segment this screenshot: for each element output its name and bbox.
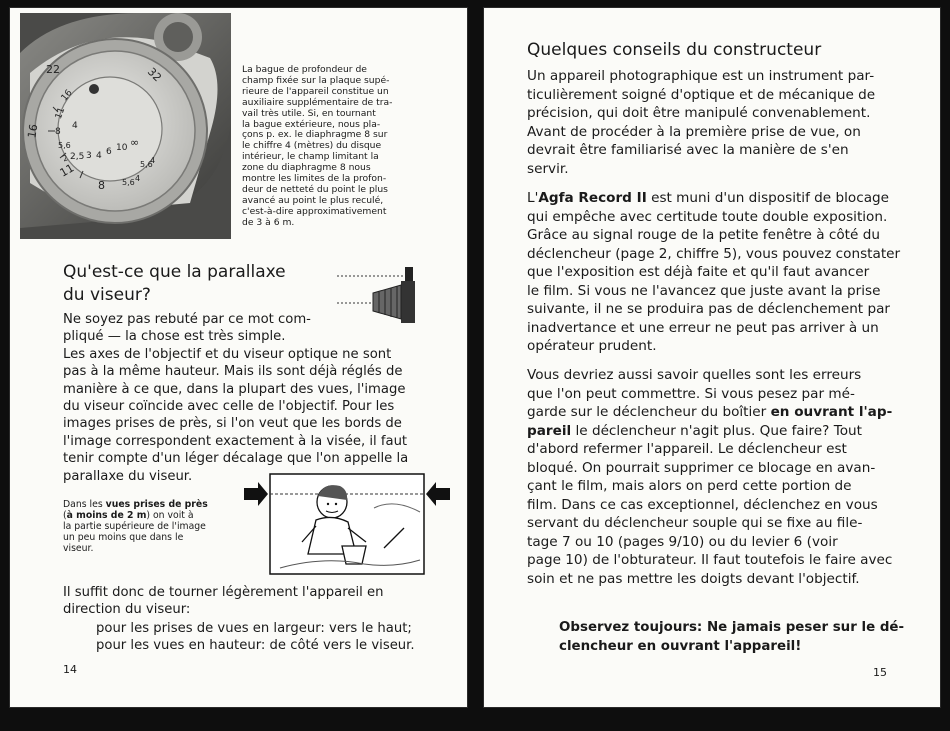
page-title: Quelques conseils du constructeur (527, 40, 822, 60)
body-line: servant du déclencheur souple qui se fixe au file- (527, 515, 863, 531)
body-line: pareil le déclencheur n'agit plus. Que faire? Tout (527, 422, 862, 439)
body-line: Les axes de l'objectif et du viseur optique ne sont (63, 346, 392, 362)
body-line: Vous devriez aussi savoir quelles sont les erreurs (527, 367, 862, 383)
dial-number: 6 (106, 147, 112, 157)
dial-number: 8 (98, 179, 105, 192)
caption-line: zone du diaphragme 8 nous (242, 162, 371, 174)
errors-paragraph (527, 366, 893, 588)
page-number: 14 (63, 663, 77, 676)
note-line: (à moins de 2 m) on voit à (63, 510, 194, 521)
body-line: bloqué. On pourrait supprimer ce blocage en avan- (527, 459, 876, 476)
body-line: film. Dans ce cas exceptionnel, déclenchez en vous (527, 496, 878, 513)
photo-caption (242, 65, 426, 229)
body-line: que l'on peut commettre. Si vous pesez par mé- (527, 385, 855, 402)
warning-line: clencheur en ouvrant l'appareil! (559, 638, 802, 654)
caption-line: la bague extérieure, nous pla- (242, 118, 381, 130)
caption-line: avancé au point le plus reculé, (242, 194, 384, 206)
body-line: qui empêche avec certitude toute double exposition. (527, 208, 888, 225)
body-line: d'abord refermer l'appareil. Le déclencheur est (527, 441, 847, 457)
body-line: Ne soyez pas rebuté par ce mot com- (63, 312, 311, 327)
body-line: Avant de procéder à la première prise de vue, on (527, 123, 861, 140)
dial-number: ∞ (130, 136, 140, 149)
warning-line: Observez toujours: Ne jamais peser sur le dé- (559, 620, 905, 635)
caption-line: auxiliaire supplémentaire de tra- (242, 96, 393, 108)
child-photo-illustration (244, 468, 450, 578)
dial-number: 4 (72, 121, 78, 131)
warning-note (559, 619, 919, 656)
body-line: le film. Si vous ne l'avancez que juste avant la prise (527, 282, 881, 299)
dial-number: 11 (53, 106, 68, 121)
body-line: l'image correspondent exactement à la visée, il faut (63, 433, 408, 449)
body-line: tenir compte d'un léger décalage que l'on appelle la (63, 451, 409, 467)
dial-number: 10 (116, 143, 128, 153)
note-line: viseur. (63, 543, 94, 554)
body-line: devrait être familiarisé avec la manière de s'en (527, 142, 849, 158)
dial-number: 8 (55, 127, 61, 137)
body-line: Grâce au signal rouge de la petite fenêtre à côté du (527, 227, 880, 243)
body-line: L'Agfa Record II est muni d'un dispositif de blocage (527, 190, 890, 206)
page-number: 15 (873, 666, 887, 679)
caption-line: La bague de profondeur de (242, 64, 367, 75)
caption-line: de 3 à 6 m. (242, 216, 295, 228)
dial-number: 2,5 (70, 152, 85, 162)
body-line: ticulièrement soigné d'optique et de mécanique de (527, 86, 876, 103)
dial-number: 16 (59, 88, 75, 104)
dial-number: 22 (46, 63, 60, 76)
body-line: inadvertance et une erreur ne peut pas arriver à un (527, 319, 879, 336)
body-line: soin et ne pas mettre les doigts devant l'objectif. (527, 570, 860, 587)
parallax-heading (63, 261, 286, 307)
body-line: opérateur prudent. (527, 338, 657, 354)
caption-line: deur de netteté du point le plus (242, 183, 388, 195)
caption-line: le chiffre 4 (mètres) du disque (242, 140, 382, 152)
caption-line: champ fixée sur la plaque supé- (242, 74, 390, 86)
heading-line: du viseur? (63, 285, 151, 305)
body-line: suivante, il ne se produira pas de déclenchement par (527, 301, 891, 317)
body-line: pas à la même hauteur. Mais ils sont déjà réglés de (63, 364, 403, 380)
left-page (10, 8, 467, 707)
body-line: Il suffit donc de tourner légèrement l'appareil en (63, 585, 384, 600)
dial-number: 32 (144, 65, 165, 85)
double-exposure-paragraph (527, 189, 901, 356)
body-line: direction du viseur: (63, 602, 191, 618)
note-line: Dans les vues prises de près (63, 499, 208, 510)
dial-number: 16 (25, 123, 41, 140)
body-line: servir. (527, 160, 569, 177)
intro-paragraph (527, 67, 887, 178)
body-line: çant le film, mais alors on perd cette portion de (527, 478, 852, 494)
body-line: manière à ce que, dans la plupart des vues, l'image (63, 381, 406, 397)
dial-number: 4 (150, 156, 156, 165)
dial-number: 5,6 (122, 178, 135, 187)
caption-line: c'est-à-dire approximativement (242, 205, 387, 217)
caption-line: çons p. ex. le diaphragme 8 sur (242, 129, 388, 141)
body-line: déclencheur (page 2, chiffre 5), vous pouvez constater (527, 245, 901, 262)
depth-of-field-ring-photo (20, 13, 231, 239)
parallax-body (63, 311, 408, 485)
body-line: parallaxe du viseur. (63, 468, 193, 484)
note-line: la partie supérieure de l'image (63, 521, 206, 532)
body-line: garde sur le déclencheur du boîtier en ouvrant l'ap- (527, 404, 893, 420)
body-line: pliqué — la chose est très simple. (63, 329, 286, 345)
dial-number: 3 (86, 151, 92, 161)
dial-number: 5,6 (140, 160, 153, 169)
body-line: page 10) de l'obturateur. Il faut toutefois le faire avec (527, 552, 893, 568)
caption-line: montre les limites de la profon- (242, 173, 387, 185)
body-line: du viseur coïncide avec celle de l'objectif. Pour les (63, 399, 395, 415)
right-page (484, 8, 940, 707)
dial-number: 4 (135, 174, 141, 183)
list-item: pour les prises de vues en largeur: vers le haut; (96, 621, 412, 636)
body-line: tage 7 ou 10 (pages 9/10) ou du levier 6 (voir (527, 533, 838, 550)
caption-line: intérieur, le champ limitant la (242, 151, 379, 163)
list-item: pour les vues en hauteur: de côté vers le viseur. (96, 638, 415, 654)
close-up-note (63, 499, 208, 554)
heading-line: Qu'est-ce que la parallaxe (63, 262, 286, 282)
orientation-list (96, 620, 415, 655)
note-line: un peu moins que dans le (63, 532, 184, 543)
dial-number: 2 (61, 153, 70, 164)
body-line: images prises de près, si l'on veut que les bords de (63, 416, 402, 432)
body-line: Un appareil photographique est un instrument par- (527, 68, 875, 84)
body-line: précision, qui doit être manipulé convenablement. (527, 105, 871, 121)
closing-paragraph (63, 584, 384, 619)
dial-number: 11 (57, 161, 77, 180)
dial-number: 5,6 (58, 141, 71, 150)
dial-number: 4 (96, 151, 102, 161)
body-line: que l'exposition est déjà faite et qu'il faut avancer (527, 264, 870, 280)
caption-line: vail très utile. Si, en tournant (242, 107, 376, 119)
caption-line: rieure de l'appareil constitue un (242, 85, 389, 97)
